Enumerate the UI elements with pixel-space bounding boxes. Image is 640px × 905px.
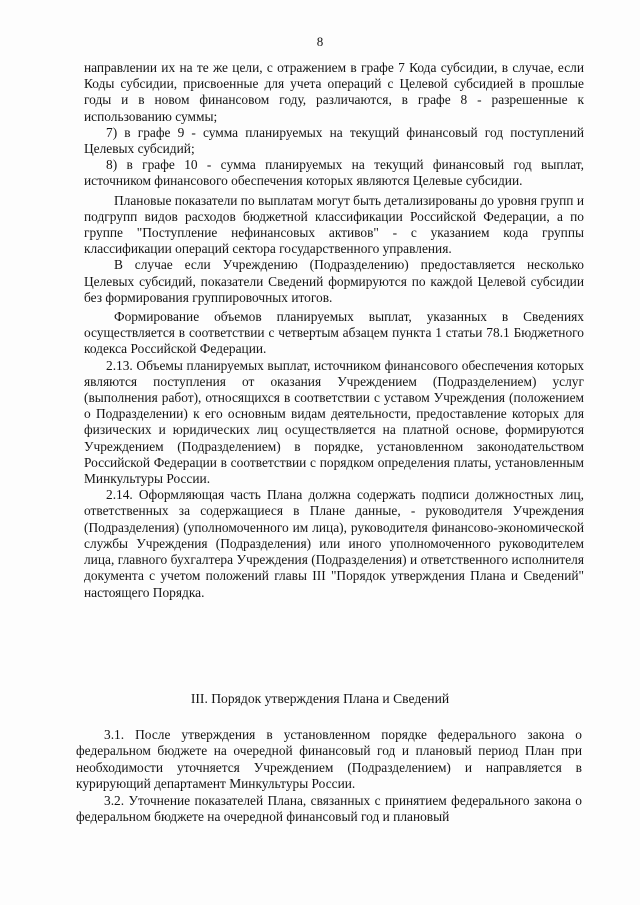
document-body [84,60,584,601]
paragraph-volume-formation: Формирование объемов планируемых выплат, указанных в Сведениях осуществляется в соответствии с четвертым абзацем пункта 1 статьи 78.1 Бюджетного кодекса Российской Федерации. [84,309,584,357]
list-item-7: 7) в графе 9 - сумма планируемых на текущий финансовый год поступлений Целевых субсидий; [84,124,584,157]
clause-3-2: 3.2. Уточнение показателей Плана, связанных с принятием федерального закона о федеральном бюджете на очередной финансовый год и плановый [76,792,582,825]
clause-2-14: 2.14. Оформляющая часть Плана должна содержать подписи должностных лиц, ответственных за содержащиеся в Плане данные, - руководителя Учреждения (Подразделения) (уполномоченного им лица), руководителя финансово-экономической службы Учреждения (Подразделения) или иного уполномоченного руководителем лица, главного бухгалтера Учреждения (Подразделения) и ответственного исполнителя документа с учетом положений главы III "Порядок утверждения Плана и Сведений" настоящего Порядка. [84,487,584,600]
paragraph-continuation: направлении их на те же цели, с отражением в графе 7 Кода субсидии, в случае, если Коды субсидии, присвоенные для учета операций с Целевой субсидией в прошлые годы и в новом финансовом году, различаются, в графе 8 - разрешенные к использованию суммы; [84,60,584,124]
section-heading: III. Порядок утверждения Плана и Сведений [190,691,450,706]
section-body [76,727,582,825]
paragraph-multiple-subsidies: В случае если Учреждению (Подразделению) предоставляется несколько Целевых субсидий, показатели Сведений формируются по каждой Целевой субсидии без формирования группировочных итогов. [84,257,584,305]
clause-3-1: 3.1. После утверждения в установленном порядке федерального закона о федеральном бюджете на очередной финансовый год и плановый период План при необходимости уточняется Учреждением (Подразделением) и направляется в курирующий департамент Минкультуры России. [76,727,582,792]
clause-2-13: 2.13. Объемы планируемых выплат, источником финансового обеспечения которых являются поступления от оказания Учреждением (Подразделением) услуг (выполнения работ), относящихся в соответствии с уставом Учреждения (положением о Подразделении) к его основным видам деятельности, предоставление которых для физических и юридических лиц осуществляется на платной основе, формируются Учреждением (Подразделением) в порядке, установленном законодательством Российской Федерации в соответствии с порядком определения платы, установленным Минкультуры России. [84,357,584,487]
list-item-8: 8) в графе 10 - сумма планируемых на текущий финансовый год выплат, источником финансового обеспечения которых являются Целевые субсидии. [84,157,584,189]
page-number: 8 [316,34,324,49]
paragraph-plan-indicators: Плановые показатели по выплатам могут быть детализированы до уровня групп и подгрупп видов расходов бюджетной классификации Российской Федерации, а по группе "Поступление нефинансовых активов" - с указанием кода группы классификации операций сектора государственного управления. [84,192,584,257]
